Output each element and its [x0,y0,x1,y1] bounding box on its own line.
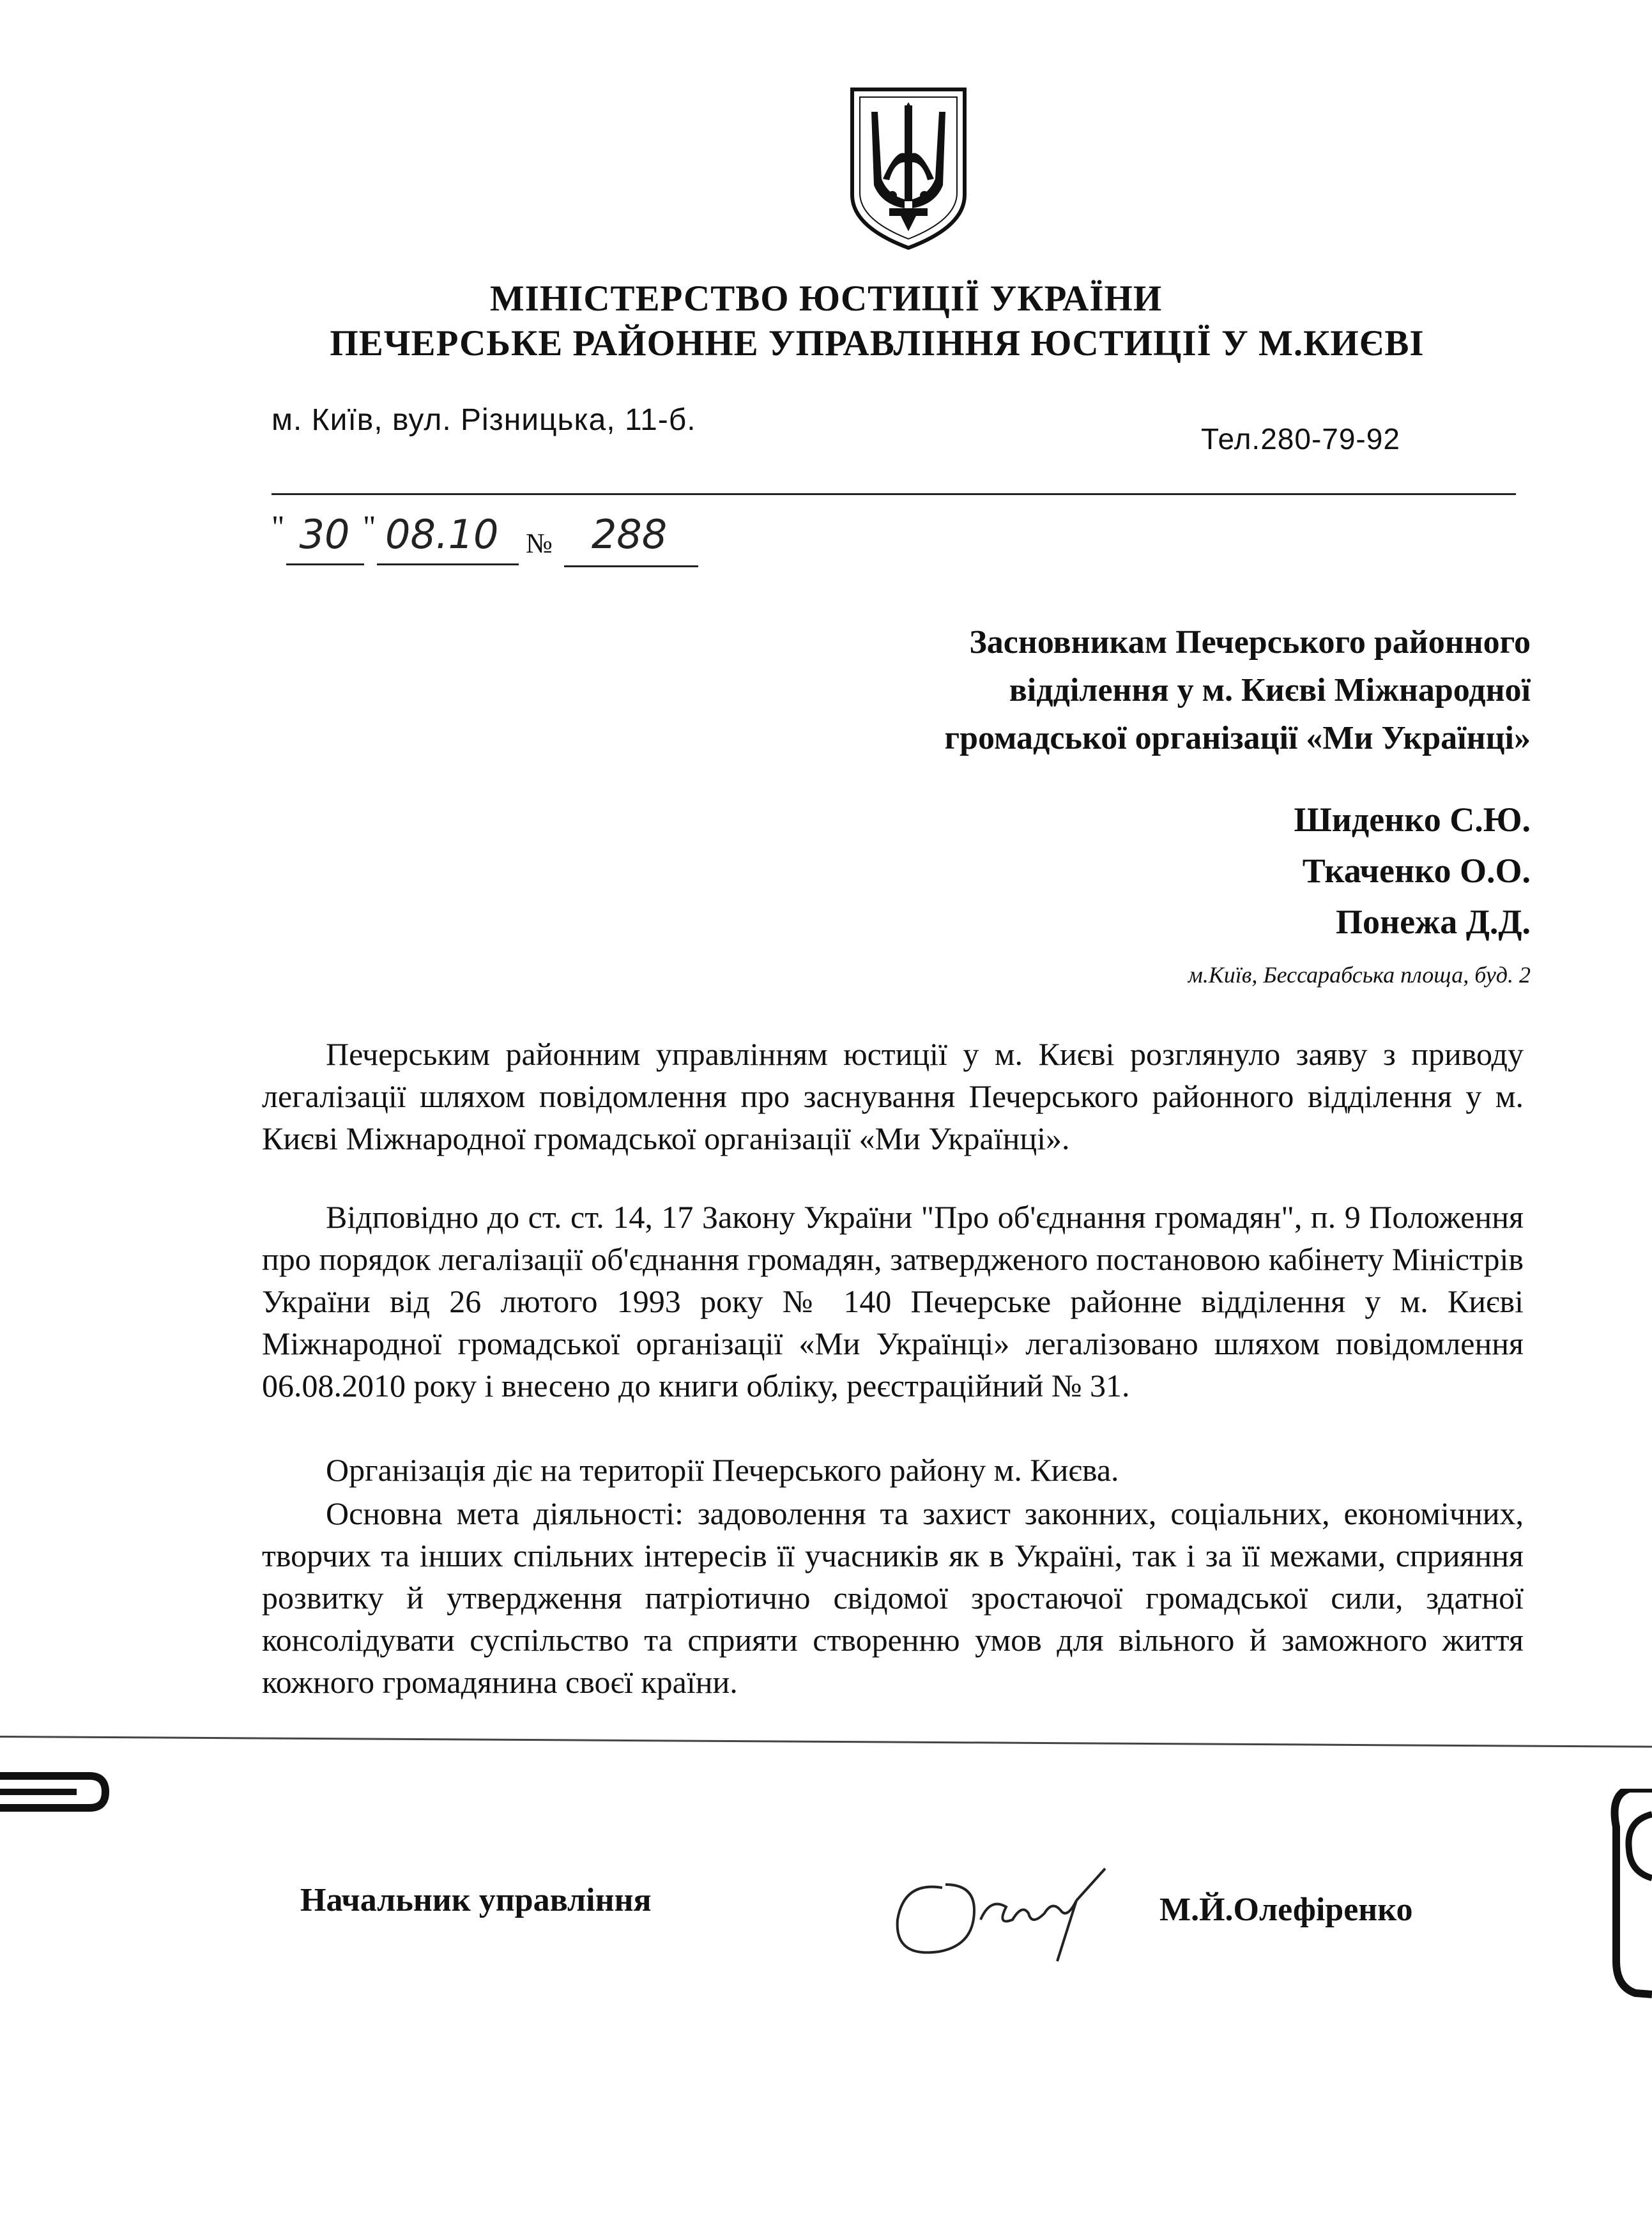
recipient-line: громадської організації «Ми Українці» [944,720,1531,756]
body-paragraph: Організація діє на території Печерського району м. Києва. [326,1452,1119,1488]
number-sign: № [526,528,553,559]
sender-phone: Тел.280-79-92 [1201,422,1400,455]
day-underline [286,563,364,565]
header-divider [272,493,1516,495]
recipient-block [944,618,1531,762]
recipient-address: м.Київ, Бессарабська площа, буд. 2 [1188,962,1531,988]
coat-of-arms-icon [845,83,972,252]
recipient-person: Ткаченко О.О. [1302,852,1531,890]
outgoing-number: 288 [591,511,668,558]
signer-name: М.Й.Олефіренко [1159,1892,1413,1928]
paper-clip-icon [1591,1789,1652,2000]
body-paragraph: Печерським районним управлінням юстиції у м. Києві розглянуло заяву з приводу легалізації шляхом повідомлення про заснування Печерського районного відділення у м. Києві Міжнародної громадської організації «Ми Українці». [262,1036,1524,1156]
signature [885,1849,1121,1971]
outgoing-day: 30 [299,511,350,558]
number-underline [564,565,698,567]
recipient-line: відділення у м. Києві Міжнародної [1009,672,1531,708]
recipient-person: Понежа Д.Д. [1335,903,1531,941]
month-underline [377,563,519,565]
department-name: ПЕЧЕРСЬКЕ РАЙОННЕ УПРАВЛІННЯ ЮСТИЦІЇ У М.КИЄВІ [330,323,1425,363]
ministry-name: МІНІСТЕРСТВО ЮСТИЦІЇ УКРАЇНИ [489,279,1163,319]
outgoing-month-year: 08.10 [385,511,499,558]
paper-clip-icon [0,1763,112,1821]
recipient-person: Шиденко С.Ю. [1294,800,1531,839]
signer-title: Начальник управління [300,1882,652,1918]
date-quote-close: " [363,509,376,544]
body-paragraph: Відповідно до ст. ст. 14, 17 Закону України "Про об'єднання громадян", п. 9 Положення про порядок легалізації об'єднання громадян, затвердженого постановою кабінету Міністрів України від 26 лютого 1993 року № 140 Печерське районне відділення у м. Києві Міжнародної громадської організації «Ми Українці» легалізовано шляхом повідомлення 06.08.2010 року і внесено до книги обліку, реєстраційний № 31. [262,1199,1524,1403]
sender-address: м. Київ, вул. Різницька, 11-б. [272,403,696,437]
page-fold-line [0,1736,1652,1748]
recipient-persons [1294,794,1531,947]
recipient-line: Засновникам Печерського районного [969,624,1531,661]
date-quote-open: " [272,509,285,544]
body-paragraph: Основна мета діяльності: задоволення та захист законних, соціальних, економічних, творчих та інших спільних інтересів її учасників як в Україні, так і за її межами, сприяння розвитку й утвердження патріотично свідомої зростаючої громадської сили, здатної консолідувати суспільство та сприяти створенню умов для вільного й заможного життя кожного громадянина своєї країни. [262,1495,1524,1700]
